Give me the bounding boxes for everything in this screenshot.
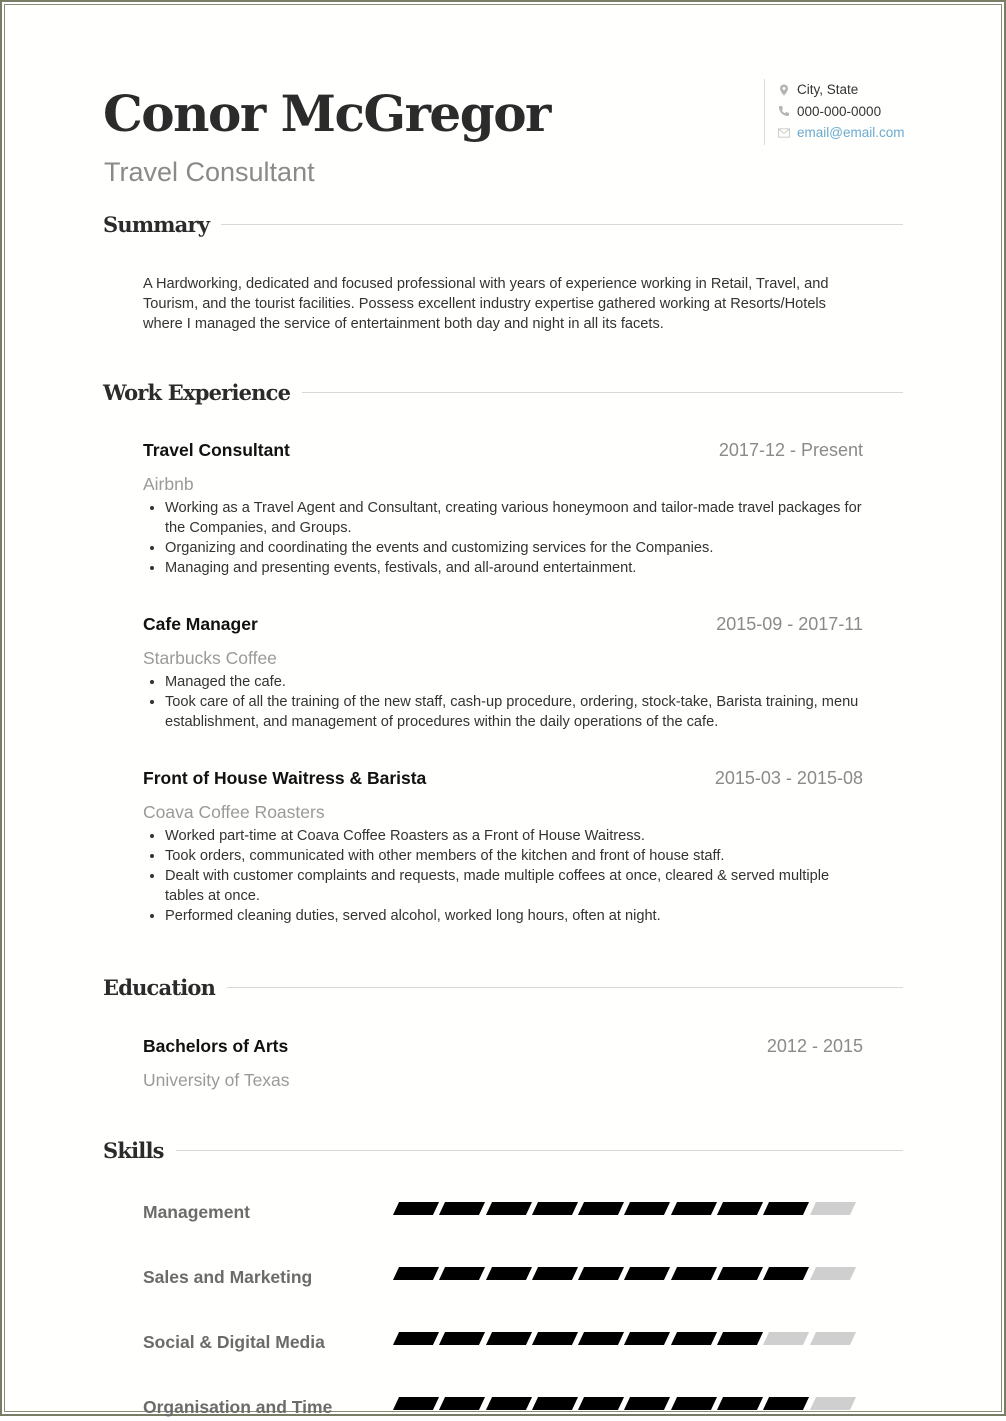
company-name: Starbucks Coffee bbox=[143, 648, 277, 668]
section-title: Education bbox=[103, 975, 216, 1000]
skill-segment-filled bbox=[578, 1267, 624, 1280]
job-dates: 2017-12 - Present bbox=[718, 440, 863, 460]
skill-segment-empty bbox=[810, 1397, 856, 1410]
work-entry bbox=[143, 440, 863, 578]
education-entry bbox=[143, 1036, 863, 1094]
skill-segment-filled bbox=[717, 1202, 763, 1215]
contact-phone bbox=[778, 101, 904, 123]
skill-name: Management bbox=[143, 1202, 250, 1222]
job-title: Front of House Waitress & Barista bbox=[143, 768, 427, 788]
section-title: Skills bbox=[103, 1138, 164, 1163]
job-bullets bbox=[143, 826, 863, 926]
company-name: Airbnb bbox=[143, 474, 194, 494]
contact-email[interactable] bbox=[778, 122, 904, 144]
envelope-icon bbox=[778, 127, 790, 139]
section-divider bbox=[221, 224, 903, 225]
section-skills-header bbox=[103, 1138, 903, 1163]
skill-segment-filled bbox=[578, 1397, 624, 1410]
section-education-header bbox=[103, 975, 903, 1000]
bullet: • Took care of all the training of the new staff, cash-up procedure, ordering, stock-take, Barista training, menu establishment, and management of procedures within the daily operations of the cafe. bbox=[165, 692, 863, 732]
bullet: • Took orders, communicated with other members of the kitchen and front of house staff. bbox=[165, 846, 863, 866]
skill-segment-filled bbox=[671, 1332, 717, 1345]
skill-level-bar bbox=[396, 1267, 859, 1280]
bullet: • Managed the cafe. bbox=[165, 672, 863, 692]
skill-segment-filled bbox=[763, 1397, 809, 1410]
skill-row bbox=[143, 1397, 863, 1421]
skill-segment-filled bbox=[671, 1397, 717, 1410]
education-dates: 2012 - 2015 bbox=[766, 1036, 863, 1056]
email-link[interactable]: email@email.com bbox=[797, 125, 905, 141]
section-divider bbox=[302, 392, 903, 393]
skill-row bbox=[143, 1267, 863, 1291]
bullet: • Performed cleaning duties, served alcohol, worked long hours, often at night. bbox=[165, 906, 863, 926]
skill-name: Sales and Marketing bbox=[143, 1267, 313, 1287]
candidate-name: Conor McGregor bbox=[103, 84, 550, 143]
skill-name: Organisation and Time bbox=[143, 1397, 333, 1417]
skill-segment-filled bbox=[624, 1397, 670, 1410]
skill-segment-filled bbox=[578, 1332, 624, 1345]
candidate-title: Travel Consultant bbox=[104, 157, 315, 187]
skill-segment-filled bbox=[393, 1267, 439, 1280]
skill-segment-filled bbox=[393, 1397, 439, 1410]
skill-segment-filled bbox=[717, 1332, 763, 1345]
skill-name: Social & Digital Media bbox=[143, 1332, 325, 1352]
phone-icon bbox=[778, 105, 790, 117]
skill-segment-filled bbox=[486, 1332, 532, 1345]
map-pin-icon bbox=[778, 84, 790, 96]
bullet: • Managing and presenting events, festivals, and all-around entertainment. bbox=[165, 558, 863, 578]
skill-segment-filled bbox=[532, 1202, 578, 1215]
skill-segment-filled bbox=[671, 1202, 717, 1215]
job-dates: 2015-09 - 2017-11 bbox=[716, 614, 863, 634]
contact-block bbox=[764, 79, 904, 145]
summary-text: A Hardworking, dedicated and focused professional with years of experience working in Retail, Travel, and Tourism, and the tourist facilities. Possess excellent industry expertise gathered working at Resorts/Hotels where I managed the service of entertainment both day and night in all its facets. bbox=[143, 276, 829, 332]
skill-segment-filled bbox=[393, 1332, 439, 1345]
company-name: Coava Coffee Roasters bbox=[143, 802, 325, 822]
skill-segment-empty bbox=[763, 1332, 809, 1345]
skill-level-bar bbox=[396, 1397, 859, 1410]
job-bullets bbox=[143, 672, 863, 732]
phone-text: 000-000-0000 bbox=[797, 103, 882, 119]
skill-segment-filled bbox=[439, 1267, 485, 1280]
bullet: • Worked part-time at Coava Coffee Roasters as a Front of House Waitress. bbox=[165, 826, 863, 846]
skill-segment-empty bbox=[810, 1202, 856, 1215]
job-title: Travel Consultant bbox=[143, 440, 290, 460]
skill-segment-filled bbox=[671, 1267, 717, 1280]
skill-level-bar bbox=[396, 1202, 859, 1215]
skill-segment-filled bbox=[624, 1332, 670, 1345]
skill-row bbox=[143, 1202, 863, 1226]
skill-segment-empty bbox=[810, 1332, 856, 1345]
job-bullets bbox=[143, 498, 863, 578]
skill-row bbox=[143, 1332, 863, 1356]
section-work-header bbox=[103, 380, 903, 405]
section-divider bbox=[227, 987, 903, 988]
section-title: Work Experience bbox=[103, 380, 291, 405]
skill-level-bar bbox=[396, 1332, 859, 1345]
section-divider bbox=[176, 1150, 903, 1151]
skill-segment-filled bbox=[486, 1397, 532, 1410]
job-title: Cafe Manager bbox=[143, 614, 258, 634]
skill-segment-filled bbox=[532, 1332, 578, 1345]
location-text: City, State bbox=[797, 82, 859, 98]
bullet: • Organizing and coordinating the events and customizing services for the Companies. bbox=[165, 538, 863, 558]
bullet: • Working as a Travel Agent and Consultant, creating various honeymoon and tailor-made travel packages for the Companies, and Groups. bbox=[165, 498, 863, 538]
section-summary-header bbox=[103, 212, 903, 237]
skill-segment-filled bbox=[439, 1332, 485, 1345]
skill-segment-filled bbox=[439, 1202, 485, 1215]
work-entry bbox=[143, 614, 863, 732]
skill-segment-filled bbox=[624, 1267, 670, 1280]
skill-segment-filled bbox=[624, 1202, 670, 1215]
school-name: University of Texas bbox=[143, 1070, 290, 1090]
skill-segment-filled bbox=[763, 1202, 809, 1215]
skill-segment-filled bbox=[717, 1267, 763, 1280]
degree: Bachelors of Arts bbox=[143, 1036, 289, 1056]
skill-segment-filled bbox=[532, 1267, 578, 1280]
skill-segment-filled bbox=[393, 1202, 439, 1215]
skill-segment-filled bbox=[486, 1267, 532, 1280]
skill-segment-filled bbox=[486, 1202, 532, 1215]
section-title: Summary bbox=[103, 212, 210, 237]
contact-location bbox=[778, 79, 904, 101]
work-entry bbox=[143, 768, 863, 926]
skill-segment-filled bbox=[439, 1397, 485, 1410]
skill-segment-filled bbox=[578, 1202, 624, 1215]
job-dates: 2015-03 - 2015-08 bbox=[714, 768, 863, 788]
bullet: • Dealt with customer complaints and requests, made multiple coffees at once, cleared & served multiple tables at once. bbox=[165, 866, 863, 906]
skill-segment-filled bbox=[532, 1397, 578, 1410]
skill-segment-empty bbox=[810, 1267, 856, 1280]
skill-segment-filled bbox=[763, 1267, 809, 1280]
skill-segment-filled bbox=[717, 1397, 763, 1410]
